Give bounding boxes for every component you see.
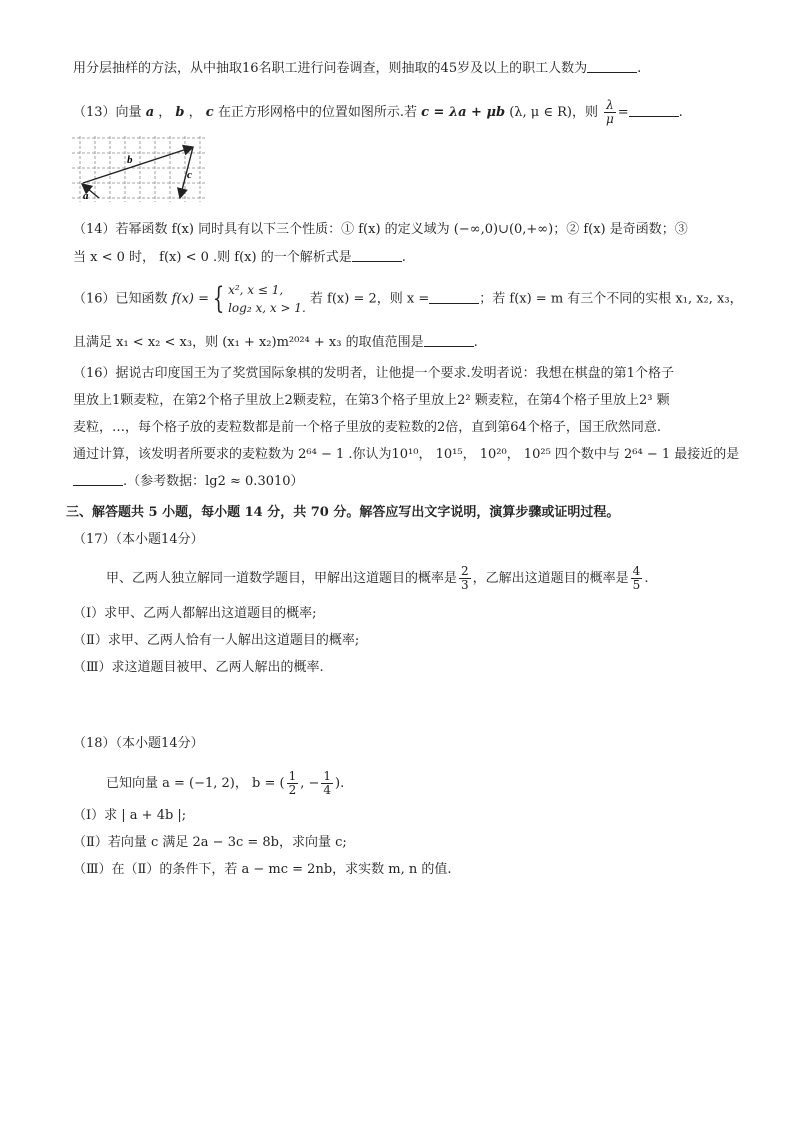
q17-part-i <box>73 605 317 623</box>
q13-text-a: 向量 <box>115 105 142 120</box>
label-c: c <box>187 169 192 181</box>
q18-stem <box>106 770 344 797</box>
frac-numerator: 1 <box>288 769 297 783</box>
q16a-number: （16）已知函数 <box>73 291 168 307</box>
q13-then: ，则 <box>571 105 598 120</box>
q16b-answer-blank[interactable] <box>73 473 123 486</box>
q18-comma: , − <box>300 776 320 791</box>
q17-stem <box>106 565 648 592</box>
q17-fraction-1 <box>459 565 471 592</box>
vector-b-arrow <box>83 147 193 183</box>
label-b: b <box>127 154 133 166</box>
q18-stem-c: ). <box>335 776 345 791</box>
q18-fraction-1 <box>287 770 299 797</box>
frac-denominator: 3 <box>461 578 469 592</box>
q14-line1 <box>73 221 688 239</box>
q16a-line1 <box>73 281 743 318</box>
q16b-text-3: 麦粒，…，每个格子放的麦粒数都是前一个格子里放的麦粒数的2倍，直到第64个格子，国王欣然同意. <box>73 420 661 435</box>
q16a-answer-blank-1[interactable] <box>429 291 479 304</box>
q16b-line4 <box>73 446 739 464</box>
q18-stem-a: 已知向量 a = (−1, 2)， <box>106 776 248 791</box>
q18-fraction-2 <box>321 770 333 797</box>
piecewise-brace: { <box>212 281 225 316</box>
frac-denominator: 2 <box>288 783 297 797</box>
q17-stem-a: 甲、乙两人独立解同一道数学题目，甲解出这道题目的概率是 <box>106 571 458 586</box>
case-1: x², x ≤ 1, <box>228 283 284 297</box>
q16b-text-4: 通过计算，该发明者所要求的麦粒数为 2⁶⁴ − 1 .你认为10¹⁰， 10¹⁵， 10²⁰， 10²⁵ 四个数中与 2⁶⁴ − 1 最接近的是 <box>73 447 740 462</box>
q13-fraction <box>604 99 616 126</box>
q17-head-text: （17）（本小题14分） <box>73 532 204 547</box>
q17-part-iii <box>73 659 324 677</box>
q13-answer-blank[interactable] <box>629 104 679 117</box>
q16b-text-1: （16）据说古印度国王为了奖赏国际象棋的发明者，让他提一个要求.发明者说：我想在棋盘的第1个格子 <box>73 366 674 381</box>
q18-i-text: （Ⅰ）求 | a + 4b |; <box>73 808 187 823</box>
q14-text-2: 当 x < 0 时， f(x) < 0 .则 f(x) 的一个解析式是 <box>73 250 352 265</box>
q16b-line1 <box>73 365 674 383</box>
q17-i-text: （Ⅰ）求甲、乙两人都解出这道题目的概率; <box>73 606 317 621</box>
q17-iii-text: （Ⅲ）求这道题目被甲、乙两人解出的概率. <box>73 660 324 675</box>
q17-stem-b: ，乙解出这道题目的概率是 <box>472 571 629 586</box>
frac-denominator: μ <box>606 112 614 126</box>
frac-denominator: 4 <box>323 783 332 797</box>
q16a-period: . <box>473 335 478 350</box>
frac-numerator: λ <box>606 98 614 112</box>
q16a-text-2: 且满足 x₁ < x₂ < x₃，则 (x₁ + x₂)m²⁰²⁴ + x₃ 的取值范围是 <box>73 335 424 350</box>
q17-head <box>73 531 204 549</box>
label-a: a <box>83 190 89 202</box>
q13-condition: (λ, μ ∈ R) <box>509 105 572 120</box>
q18-stem-b: b = ( <box>252 776 285 791</box>
q17-ii-text: （Ⅱ）求甲、乙两人恰有一人解出这道题目的概率; <box>73 633 360 648</box>
q16b-line2 <box>73 392 670 410</box>
q16b-text-2: 里放上1颗麦粒，在第2个格子里放上2颗麦粒，在第3个格子里放上2² 颗麦粒，在第4个格子里放上2³ 颗 <box>73 393 670 408</box>
q18-part-i <box>73 807 186 825</box>
q16a-answer-blank-2[interactable] <box>424 334 474 347</box>
q17-fraction-2 <box>631 565 643 592</box>
q14-text-1: （14）若幂函数 f(x) 同时具有以下三个性质：① f(x) 的定义域为 (−∞,0)∪(0,+∞)；② f(x) 是奇函数；③ <box>73 222 688 237</box>
q13-number: （13） <box>73 105 116 120</box>
q18-part-ii <box>73 834 347 852</box>
q16a-mid2: ；若 f(x) = m 有三个不同的实根 x₁, x₂, x₃， <box>479 291 743 307</box>
q14-line2 <box>73 249 406 267</box>
q17-stem-c: . <box>644 571 649 586</box>
q12-tail-line: 用分层抽样的方法，从中抽取16名职工进行问卷调查，则抽取的45岁及以上的职工人数为 . <box>73 61 642 76</box>
section3-text: 三、解答题共 5 小题，每小题 14 分，共 70 分。解答应写出文字说明，演算步骤或证明过程。 <box>66 505 620 520</box>
frac-numerator: 1 <box>323 769 332 783</box>
frac-numerator: 2 <box>461 564 469 578</box>
q16b-line3 <box>73 419 661 437</box>
piecewise-cases <box>228 281 306 317</box>
vector-grid-figure <box>72 136 212 202</box>
section3-heading <box>66 504 619 522</box>
q13-eq-tail: = <box>617 105 629 120</box>
q17-part-ii <box>73 632 359 650</box>
q13-equation: c = λa + μb <box>421 105 506 120</box>
q14-period: . <box>401 250 406 265</box>
q13-line: （13）向量 a ， b ， c 在正方形网格中的位置如图所示.若 c = λa + μb (λ, μ ∈ R)，则 $\frac{\lambda}{\mu}$ = . <box>73 98 683 126</box>
q18-iii-text: （Ⅲ）在（Ⅱ）的条件下，若 a − mc = 2nb，求实数 m, n 的值. <box>73 862 452 877</box>
q16a-mid1: 若 f(x) = 2，则 x = <box>309 291 430 307</box>
q16b-line5 <box>73 473 304 491</box>
q16a-fx: f(x) = <box>171 291 209 307</box>
q18-ii-text: （Ⅱ）若向量 c 满足 2a − 3c = 8b，求向量 c; <box>73 835 347 850</box>
q18-head <box>73 735 204 753</box>
q16a-line2 <box>73 334 478 352</box>
q13-text-b: 在正方形网格中的位置如图所示.若 <box>217 105 417 120</box>
q12-text: 用分层抽样的方法，从中抽取16名职工进行问卷调查，则抽取的45岁及以上的职工人数为 <box>73 61 588 76</box>
q16b-text-5: .（参考数据：lg2 ≈ 0.3010） <box>123 474 304 489</box>
q18-head-text: （18）（本小题14分） <box>73 736 204 751</box>
q18-part-iii <box>73 861 452 879</box>
q14-answer-blank[interactable] <box>352 249 402 262</box>
frac-denominator: 5 <box>632 578 641 592</box>
frac-numerator: 4 <box>632 564 641 578</box>
q12-answer-blank[interactable] <box>587 60 637 73</box>
case-2: log₂ x, x > 1. <box>228 301 306 315</box>
